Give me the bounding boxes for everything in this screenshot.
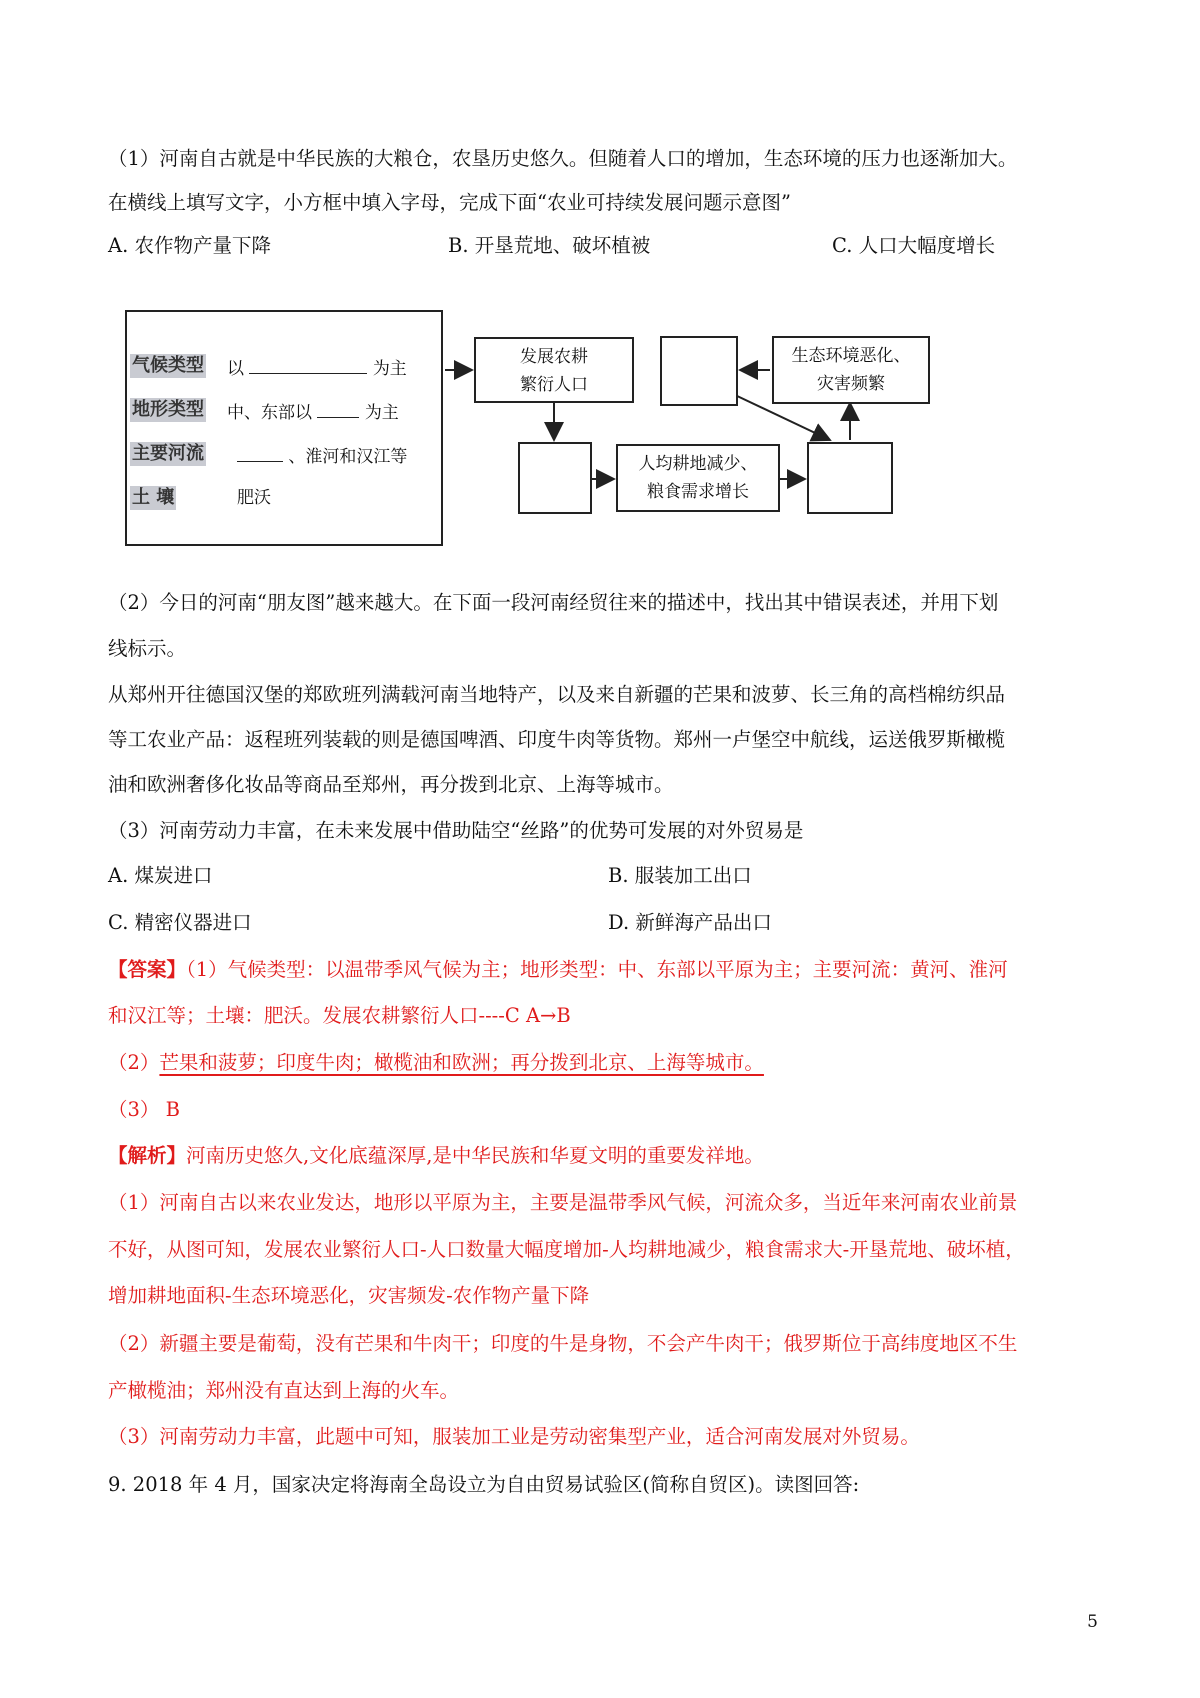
q8-part2-text3: 油和欧洲奢侈化妆品等商品至郑州，再分拨到北京、上海等城市。 [108,773,674,796]
eco-line2: 灾害频繁 [817,374,885,394]
answer-3: （3） B [108,1098,180,1121]
analysis-intro: 河南历史悠久,文化底蕴深厚,是中华民族和华夏文明的重要发祥地。 [186,1144,764,1167]
label-soil: 土 壤 [132,487,175,508]
q8-part2-line2: 线标示。 [108,637,187,660]
answer-tag: 【答案】 [108,958,187,981]
terrain-blank [317,399,359,418]
answer-2 [108,1050,764,1076]
q8-option-b: B. 开垦荒地、破坏植被 [448,234,651,257]
answer-2-underlined: 芒果和菠萝；印度牛肉；橄榄油和欧洲；再分拨到北京、上海等城市。 [159,1051,764,1074]
answer-1-line1: （1）气候类型：以温带季风气候为主；地形类型：中、东部以平原为主；主要河流：黄河、淮河 [186,958,1008,981]
q8-part2-text2: 等工农业产品：返程班列装载的则是德国啤酒、印度牛肉等货物。郑州一卢堡空中航线，运送俄罗斯橄榄 [108,728,1006,751]
answer-2-prefix: （2） [108,1051,160,1074]
page-number: 5 [1087,1612,1098,1632]
analysis-intro-line [108,1143,764,1169]
analysis-tag: 【解析】 [108,1144,187,1167]
terrain-line [227,399,399,424]
q8-part3-option-d: D. 新鲜海产品出口 [608,911,772,934]
label-climate: 气候类型 [132,355,204,376]
q8-option-a: A. 农作物产量下降 [108,234,271,257]
river-suffix: 、淮河和汉江等 [288,447,408,467]
answer-box-1 [518,442,592,514]
q8-part1-line2: 在横线上填写文字，小方框中填入字母，完成下面“农业可持续发展问题示意图” [108,191,791,214]
climate-line [227,355,407,380]
label-river: 主要河流 [132,443,204,464]
analysis-1-line2: 不好，从图可知，发展农业繁衍人口-人口数量大幅度增加-人均耕地减少，粮食需求大-开垦荒地、破坏植， [108,1238,1025,1261]
box-develop-farming [474,337,634,403]
farmland-line2: 粮食需求增长 [647,482,749,502]
river-blank [237,443,283,462]
q8-part3-option-c: C. 精密仪器进口 [108,911,252,934]
q8-part3-option-b: B. 服装加工出口 [608,864,752,887]
eco-line1: 生态环境恶化、 [791,346,911,366]
climate-prefix: 以 [227,359,244,379]
q8-part2-text1: 从郑州开往德国汉堡的郑欧班列满载河南当地特产，以及来自新疆的芒果和波萝、长三角的高档棉纺织品 [108,683,1006,706]
analysis-1-line1: （1）河南自古以来农业发达，地形以平原为主，主要是温带季风气候，河流众多，当近年来河南农业前景 [108,1191,1018,1214]
farmland-line1: 人均耕地减少、 [638,454,758,474]
terrain-suffix: 为主 [364,403,399,423]
answer-box-3 [660,336,738,406]
q9-line: 9. 2018 年 4 月，国家决定将海南全岛设立为自由贸易试验区(简称自贸区)。读图回答: [108,1473,860,1496]
label-terrain: 地形类型 [132,399,204,420]
q8-part2-line1: （2）今日的河南“朋友图”越来越大。在下面一段河南经贸往来的描述中，找出其中错误表述，并用下划 [108,591,999,614]
analysis-3: （3）河南劳动力丰富，此题中可知，服装加工业是劳动密集型产业，适合河南发展对外贸易。 [108,1425,920,1448]
q8-option-c: C. 人口大幅度增长 [832,234,996,257]
terrain-prefix: 中、东部以 [227,403,312,423]
analysis-1-line3: 增加耕地面积-生态环境恶化，灾害频发-农作物产量下降 [108,1284,590,1307]
answer-box-2 [807,442,893,514]
soil-value: 肥沃 [237,488,271,508]
q8-part3-option-a: A. 煤炭进口 [108,864,213,887]
env-conditions-box [125,310,443,546]
analysis-2-line2: 产橄榄油；郑州没有直达到上海的火车。 [108,1379,460,1402]
analysis-2-line1: （2）新疆主要是葡萄，没有芒果和牛肉干；印度的牛是身物，不会产牛肉干；俄罗斯位于高纬度地区不生 [108,1332,1018,1355]
answer-line1 [108,957,1008,983]
box-eco-deterioration [772,336,930,404]
climate-blank [249,355,367,374]
answer-1-line2: 和汉江等；土壤：肥沃。发展农耕繁衍人口----C A→B [108,1004,571,1027]
climate-suffix: 为主 [372,359,407,379]
box-farmland-decrease [616,444,780,512]
develop-line1: 发展农耕 [520,347,588,367]
river-line [237,443,407,468]
q8-part1-line1: （1）河南自古就是中华民族的大粮仓，农垦历史悠久。但随着人口的增加，生态环境的压力也逐渐加大。 [108,147,1018,170]
develop-line2: 繁衍人口 [520,375,588,395]
q8-part3-line: （3）河南劳动力丰富，在未来发展中借助陆空“丝路”的优势可发展的对外贸易是 [108,819,804,842]
